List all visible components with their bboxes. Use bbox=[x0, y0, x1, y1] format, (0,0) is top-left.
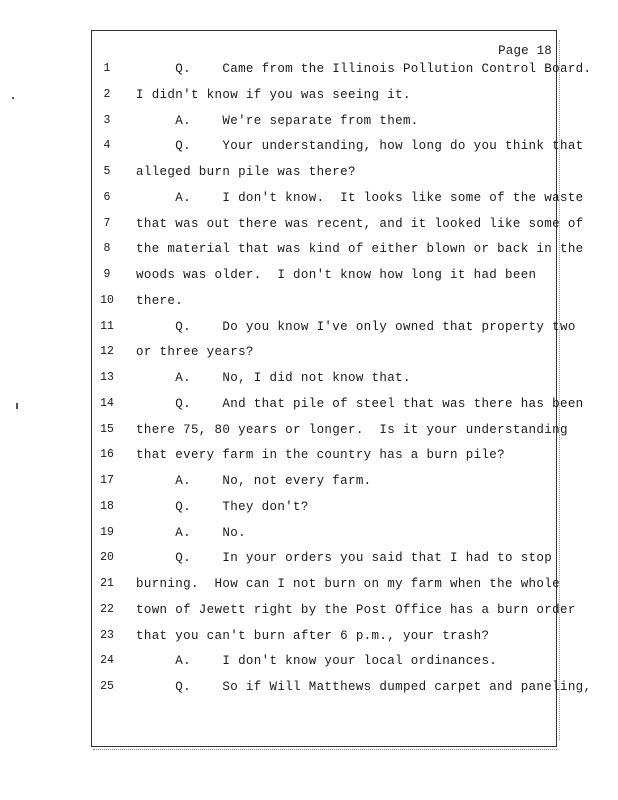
line-number: 18 bbox=[100, 499, 114, 513]
line-number: 17 bbox=[100, 474, 114, 487]
line-text: A. No, I did not know that. bbox=[136, 371, 411, 385]
line-text: Q. They don't? bbox=[136, 499, 309, 514]
line-text: that was out there was recent, and it looked like some of bbox=[136, 216, 584, 231]
line-text: Q. Do you know I've only owned that property two bbox=[136, 319, 576, 334]
line-text: A. I don't know. It looks like some of the waste bbox=[136, 190, 584, 205]
line-text: alleged burn pile was there? bbox=[136, 165, 356, 179]
line-number: 23 bbox=[100, 628, 114, 642]
line-text: burning. How can I not burn on my farm when the whole bbox=[136, 577, 560, 591]
transcript-line bbox=[0, 448, 618, 468]
line-text: that every farm in the country has a burn pile? bbox=[136, 448, 506, 463]
transcript-line bbox=[0, 62, 618, 82]
bottom-edge-marks bbox=[93, 749, 557, 750]
line-text: Q. Came from the Illinois Pollution Control Board. bbox=[136, 62, 592, 76]
line-text: Q. In your orders you said that I had to stop bbox=[136, 551, 553, 566]
transcript-line bbox=[0, 551, 618, 571]
line-text: there. bbox=[136, 293, 184, 308]
line-number: 25 bbox=[100, 680, 114, 693]
line-number: 13 bbox=[100, 371, 114, 384]
line-number: 3 bbox=[103, 113, 111, 127]
transcript-line bbox=[0, 603, 618, 623]
line-text: or three years? bbox=[136, 345, 254, 360]
transcript-line bbox=[0, 423, 618, 443]
line-number: 16 bbox=[100, 448, 114, 462]
line-text: A. I don't know your local ordinances. bbox=[136, 654, 498, 669]
transcript-line bbox=[0, 268, 618, 288]
transcript-line bbox=[0, 680, 618, 700]
line-number: 24 bbox=[100, 654, 114, 668]
transcript-line bbox=[0, 629, 618, 649]
transcript-line bbox=[0, 397, 618, 417]
transcript-line bbox=[0, 191, 618, 211]
transcript-line bbox=[0, 526, 618, 546]
transcript-line bbox=[0, 500, 618, 520]
line-number: 10 bbox=[100, 293, 114, 307]
line-number: 11 bbox=[100, 319, 114, 333]
line-text: Q. So if Will Matthews dumped carpet and paneling, bbox=[136, 680, 592, 694]
line-text: the material that was kind of either blown or back in the bbox=[136, 242, 584, 257]
line-number: 7 bbox=[103, 216, 111, 230]
line-number: 20 bbox=[100, 551, 114, 565]
transcript-line bbox=[0, 345, 618, 365]
transcript-line bbox=[0, 114, 618, 134]
line-text: Q. Your understanding, how long do you think that bbox=[136, 139, 584, 154]
line-text: A. We're separate from them. bbox=[136, 113, 419, 128]
transcript-line bbox=[0, 88, 618, 108]
page-number-label: Page 18 bbox=[498, 44, 552, 58]
transcript-line bbox=[0, 320, 618, 340]
line-number: 19 bbox=[100, 525, 114, 539]
transcript-line bbox=[0, 165, 618, 185]
line-number: 12 bbox=[100, 345, 114, 359]
line-number: 21 bbox=[100, 577, 114, 590]
transcript-line bbox=[0, 294, 618, 314]
line-number: 14 bbox=[100, 396, 114, 410]
transcript-line bbox=[0, 242, 618, 262]
line-text: that you can't burn after 6 p.m., your trash? bbox=[136, 628, 490, 643]
line-number: 15 bbox=[100, 422, 114, 436]
line-text: A. No. bbox=[136, 525, 246, 540]
line-number: 6 bbox=[103, 190, 111, 204]
line-number: 8 bbox=[103, 242, 111, 256]
line-text: there 75, 80 years or longer. Is it your understanding bbox=[136, 422, 568, 437]
line-number: 5 bbox=[103, 165, 111, 178]
line-number: 4 bbox=[103, 139, 111, 153]
transcript-line bbox=[0, 139, 618, 159]
transcript-line bbox=[0, 371, 618, 391]
line-text: I didn't know if you was seeing it. bbox=[136, 87, 411, 102]
transcript-line bbox=[0, 577, 618, 597]
transcript-line bbox=[0, 474, 618, 494]
line-number: 1 bbox=[103, 62, 111, 75]
line-number: 22 bbox=[100, 602, 114, 616]
line-number: 9 bbox=[103, 268, 111, 281]
line-text: town of Jewett right by the Post Office has a burn order bbox=[136, 602, 576, 617]
line-text: woods was older. I don't know how long it had been bbox=[136, 268, 537, 282]
line-text: A. No, not every farm. bbox=[136, 474, 372, 488]
transcript-line bbox=[0, 654, 618, 674]
transcript-line bbox=[0, 217, 618, 237]
line-number: 2 bbox=[103, 87, 111, 101]
line-text: Q. And that pile of steel that was there has been bbox=[136, 396, 584, 411]
